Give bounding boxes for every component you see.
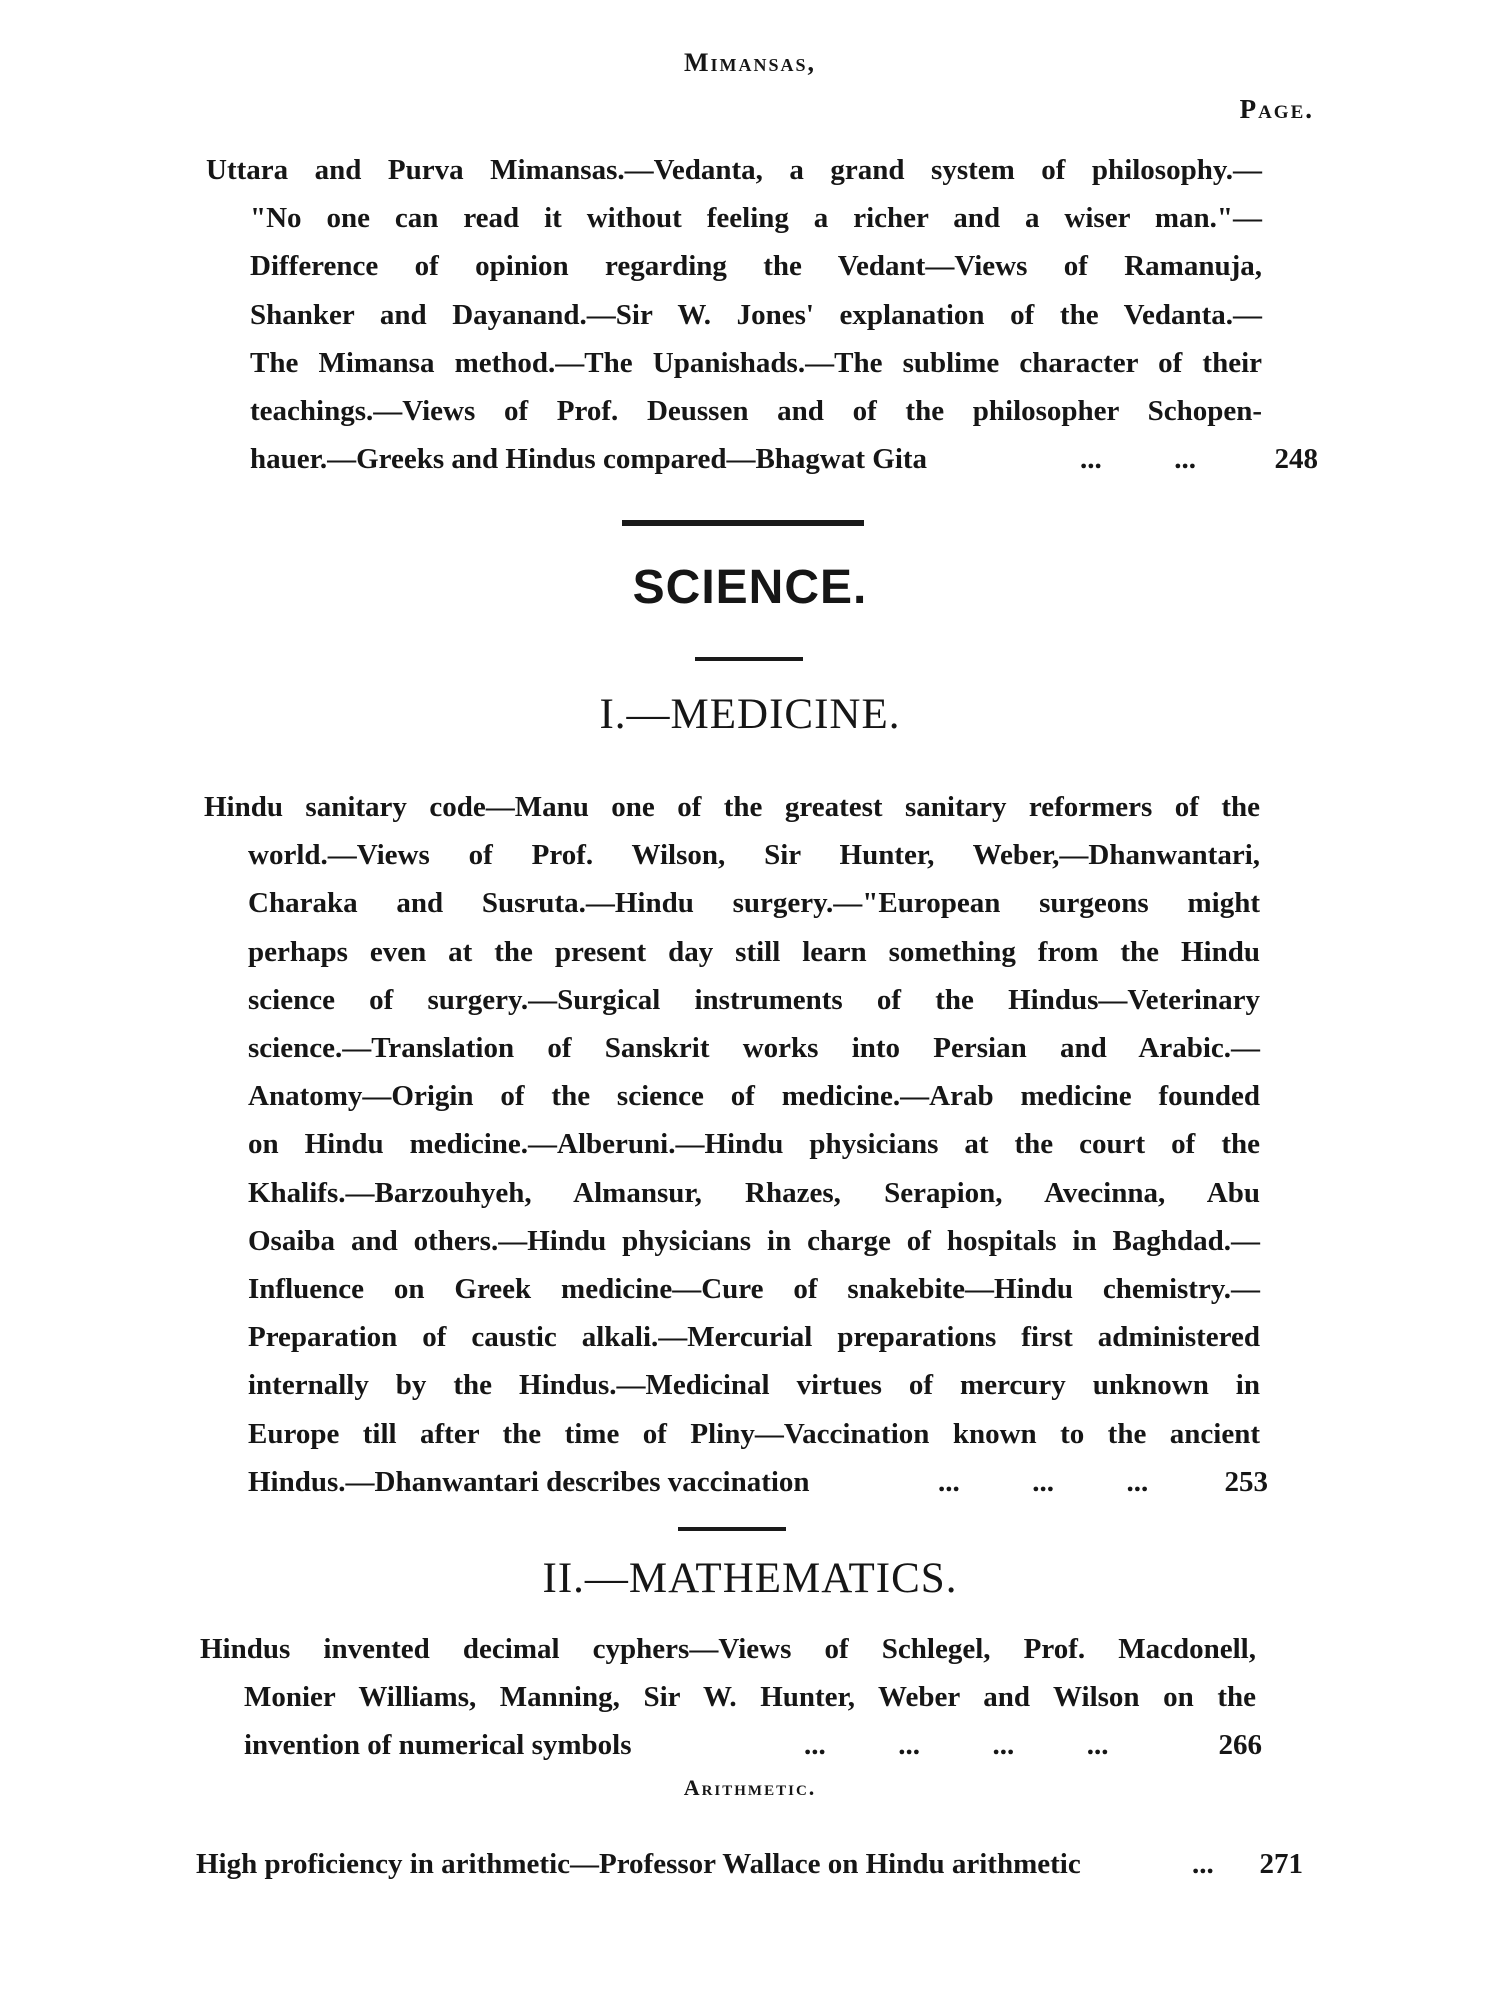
- section-divider: [695, 657, 803, 661]
- science-heading: SCIENCE.: [632, 561, 868, 614]
- medicine-line: Influence on Greek medicine—Cure of snakebite—Hindu chemistry.—: [248, 1273, 1260, 1306]
- mimansa-line: Difference of opinion regarding the Vedant—Views of Ramanuja,: [250, 250, 1262, 283]
- medicine-entry: [204, 783, 1268, 1506]
- mathematics-heading: II.—MATHEMATICS.: [542, 1555, 958, 1602]
- medicine-line: internally by the Hindus.—Medicinal virtues of mercury unknown in: [248, 1369, 1260, 1402]
- mathematics-line: Monier Williams, Manning, Sir W. Hunter, Weber and Wilson on the: [244, 1681, 1256, 1714]
- medicine-line: Osaiba and others.—Hindu physicians in charge of hospitals in Baghdad.—: [248, 1224, 1260, 1257]
- medicine-line: science.—Translation of Sanskrit works into Persian and Arabic.—: [248, 1032, 1260, 1065]
- section-divider: [622, 520, 864, 526]
- medicine-line: on Hindu medicine.—Alberuni.—Hindu physicians at the court of the: [248, 1128, 1260, 1161]
- medicine-line: Preparation of caustic alkali.—Mercurial preparations first administered: [248, 1321, 1260, 1354]
- mimansa-leader: ... ...: [1080, 443, 1196, 476]
- mimansa-line: The Mimansa method.—The Upanishads.—The sublime character of their: [250, 346, 1262, 379]
- mathematics-entry: [200, 1625, 1262, 1770]
- medicine-line: Europe till after the time of Pliny—Vaccination known to the ancient: [248, 1417, 1260, 1450]
- arithmetic-line: High proficiency in arithmetic—Professor Wallace on Hindu arithmetic: [196, 1848, 1081, 1880]
- mathematics-page-number: 266: [1218, 1729, 1262, 1762]
- mathematics-line: Hindus invented decimal cyphers—Views of Schlegel, Prof. Macdonell,: [200, 1633, 1256, 1665]
- medicine-line: Charaka and Susruta.—Hindu surgery.—"European surgeons might: [248, 887, 1260, 920]
- arithmetic-leader: ...: [1192, 1848, 1214, 1880]
- mimansa-line: hauer.—Greeks and Hindus compared—Bhagwat Gita: [250, 443, 928, 476]
- medicine-line: world.—Views of Prof. Wilson, Sir Hunter, Weber,—Dhanwantari,: [248, 839, 1260, 872]
- mimansa-line: teachings.—Views of Prof. Deussen and of the philosopher Schopen-: [250, 395, 1262, 428]
- arithmetic-heading: Arithmetic.: [683, 1775, 817, 1800]
- mimansa-entry: [206, 146, 1318, 483]
- mimansa-page-number: 248: [1274, 443, 1318, 476]
- medicine-line: perhaps even at the present day still learn something from the Hindu: [248, 935, 1260, 968]
- arithmetic-line-row: [196, 1840, 1303, 1888]
- mimansa-line: Shanker and Dayanand.—Sir W. Jones' explanation of the Vedanta.—: [250, 298, 1262, 331]
- page-column-label: Page.: [1239, 94, 1314, 124]
- medicine-line: Khalifs.—Barzouhyeh, Almansur, Rhazes, Serapion, Avecinna, Abu: [248, 1176, 1260, 1209]
- medicine-heading: I.—MEDICINE.: [599, 691, 901, 738]
- running-title: Mimansas,: [683, 48, 817, 77]
- medicine-line: science of surgery.—Surgical instruments of the Hindus—Veterinary: [248, 983, 1260, 1016]
- medicine-leader: ... ... ...: [938, 1465, 1149, 1498]
- mimansa-last-line: [250, 435, 1318, 483]
- mathematics-line: invention of numerical symbols: [244, 1729, 632, 1762]
- arithmetic-page-number: 271: [1259, 1848, 1303, 1880]
- mathematics-leader: ... ... ... ...: [804, 1729, 1109, 1762]
- section-divider: [678, 1527, 786, 1531]
- medicine-last-line: [248, 1458, 1268, 1506]
- medicine-line: Hindus.—Dhanwantari describes vaccination: [248, 1465, 810, 1498]
- mimansa-line: Uttara and Purva Mimansas.—Vedanta, a grand system of philosophy.—: [206, 154, 1262, 186]
- mimansa-line: "No one can read it without feeling a richer and a wiser man."—: [250, 202, 1262, 235]
- medicine-line: Hindu sanitary code—Manu one of the greatest sanitary reformers of the: [204, 791, 1260, 823]
- mathematics-last-line: [244, 1721, 1262, 1769]
- medicine-page-number: 253: [1224, 1465, 1268, 1498]
- arithmetic-entry: [196, 1840, 1303, 1888]
- medicine-line: Anatomy—Origin of the science of medicine.—Arab medicine founded: [248, 1080, 1260, 1113]
